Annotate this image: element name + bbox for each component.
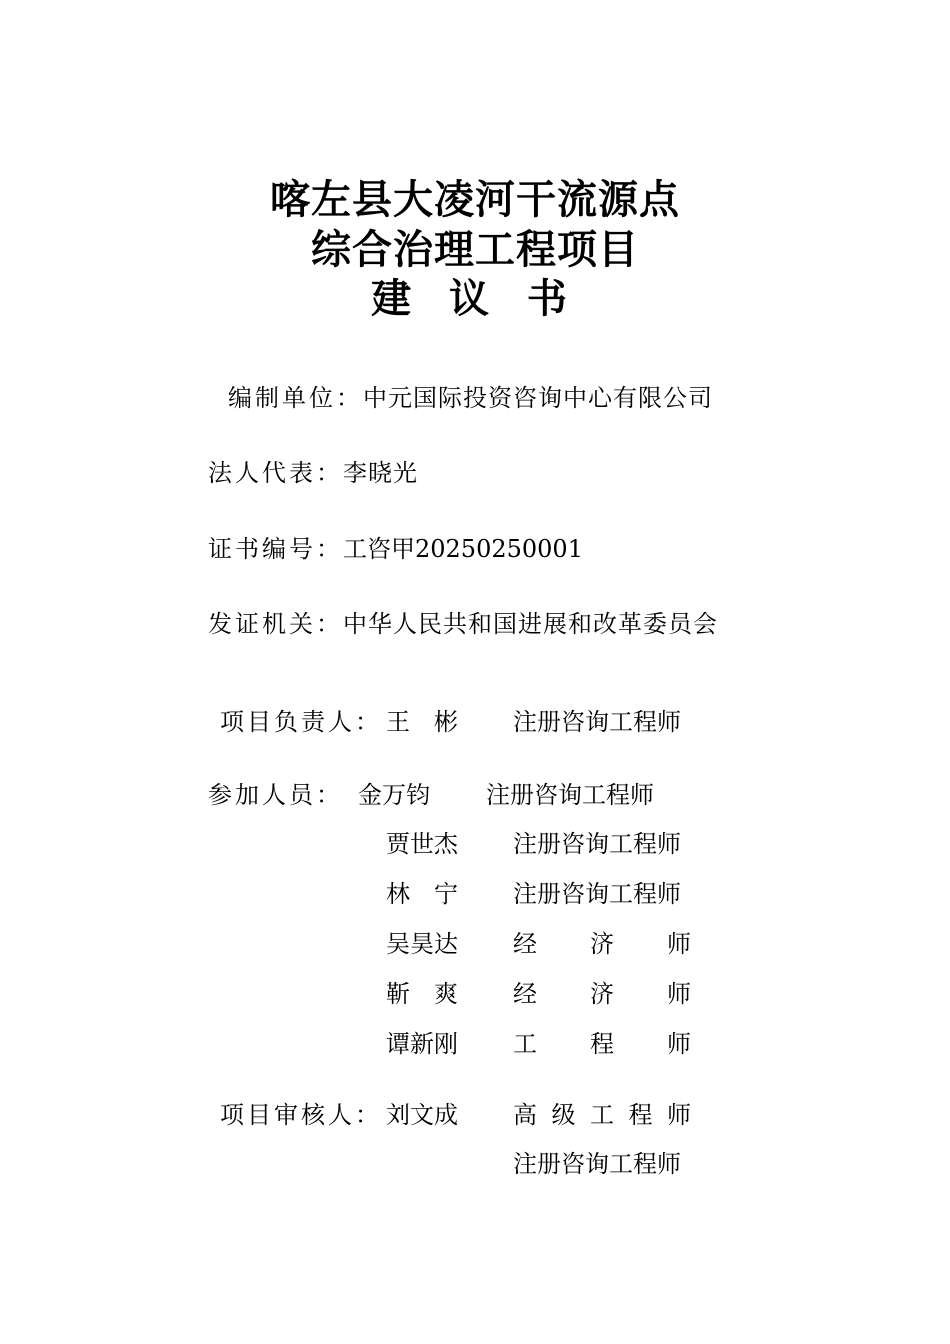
title-line-3: 建 议 书 <box>371 276 579 322</box>
issuer-value: 中华人民共和国进展和改革委员会 <box>343 610 718 638</box>
legal-rep-value: 李晓光 <box>343 459 418 487</box>
project-leader-title: 注册咨询工程师 <box>513 708 681 736</box>
title-char: 程 <box>590 1030 614 1058</box>
title-char: 济 <box>590 980 614 1008</box>
title-char: 高 <box>513 1101 537 1129</box>
cert-no-value: 工咨甲20250250001 <box>343 535 583 563</box>
title-char: 经 <box>513 980 537 1008</box>
participant-title: 注册咨询工程师 <box>486 781 654 809</box>
reviewer-title-2: 注册咨询工程师 <box>513 1150 681 1178</box>
participant-title: 注册咨询工程师 <box>513 880 681 908</box>
title-char: 程 <box>628 1101 653 1129</box>
compiler-row <box>228 383 713 413</box>
title-char: 级 <box>551 1101 576 1129</box>
participant-title: 注册咨询工程师 <box>513 830 681 858</box>
legal-rep-label: 法人代表： <box>208 459 343 487</box>
compiler-label: 编制单位： <box>228 384 363 412</box>
participant-name: 林 宁 <box>386 880 458 908</box>
cert-no-row <box>208 534 583 564</box>
title-char: 工 <box>513 1030 537 1058</box>
legal-rep-row <box>208 458 418 488</box>
reviewer-label: 项目审核人： <box>220 1101 382 1129</box>
issuer-label: 发证机关： <box>208 610 343 638</box>
cert-no-label: 证书编号： <box>208 535 343 563</box>
participants-label: 参加人员： <box>208 781 343 809</box>
reviewer-name: 刘文成 <box>386 1101 458 1129</box>
reviewer-title <box>513 1100 691 1130</box>
title-char: 工 <box>590 1101 614 1129</box>
participant-title <box>513 1029 691 1059</box>
title-char: 经 <box>513 930 537 958</box>
compiler-value: 中元国际投资咨询中心有限公司 <box>363 384 713 412</box>
title-char: 济 <box>590 930 614 958</box>
participant-title <box>513 929 691 959</box>
participant-title <box>513 979 691 1009</box>
participant-name: 金万钧 <box>358 781 430 809</box>
title-line-2: 综合治理工程项目 <box>311 227 639 273</box>
title-char: 师 <box>667 1030 691 1058</box>
title-line-1: 喀左县大凌河干流源点 <box>270 177 680 223</box>
project-leader-label: 项目负责人： <box>220 708 382 736</box>
participant-name: 吴昊达 <box>386 930 458 958</box>
title-char: 师 <box>667 980 691 1008</box>
participant-name: 贾世杰 <box>386 830 458 858</box>
title-char: 师 <box>667 930 691 958</box>
issuer-row <box>208 609 718 639</box>
participant-name: 谭新刚 <box>386 1030 458 1058</box>
title-char: 师 <box>667 1101 691 1129</box>
participant-name: 靳 爽 <box>386 980 458 1008</box>
project-leader-name: 王 彬 <box>386 708 458 736</box>
